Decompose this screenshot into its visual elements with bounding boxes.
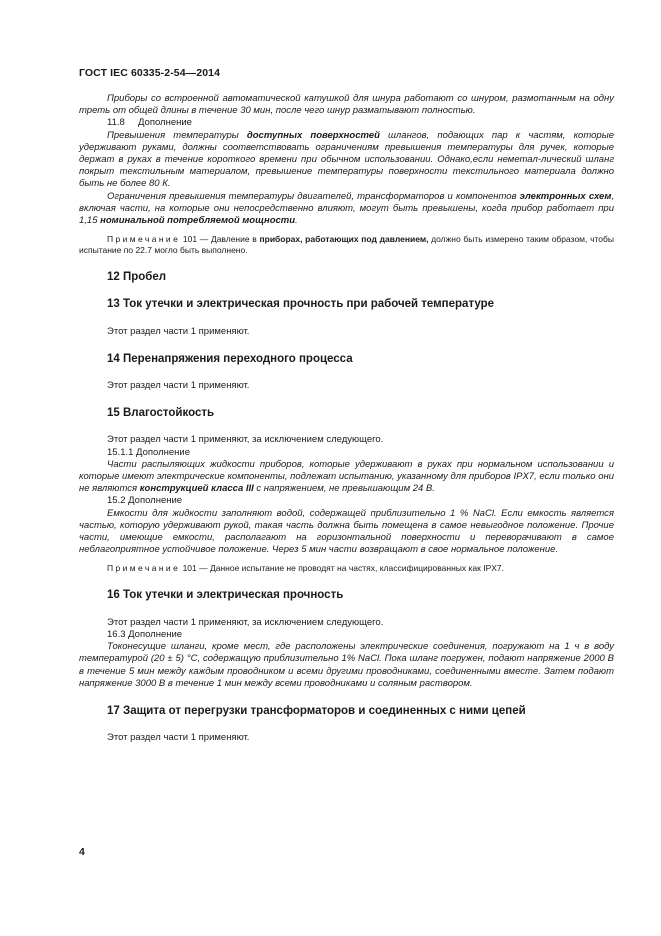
section-12-title: 12 Пробел: [107, 271, 167, 284]
text-run: шлангов, подающих пар к частям, которые удерживают руками, должны соответствовать ограничениям превышения температуры для ручек, которые держат в руках в течение короткого времени при обычном использовании. Однако,если неметал-лический шланг покрыт текстильным материалом, превышение температуры поверхности текстильного материала должно быть не более 80 К.: [79, 129, 614, 190]
section-16-text: Этот раздел части 1 применяют, за исключением следующего.: [107, 616, 384, 628]
text-run: .: [295, 215, 298, 227]
section-17-title: 17 Защита от перегрузки трансформаторов и соединенных с ними цепей: [107, 704, 526, 717]
clause-15-1-1-heading: 15.1.1 Дополнение: [107, 446, 191, 458]
section-14-text: Этот раздел части 1 применяют.: [107, 380, 250, 392]
text-run: должно быть измерено таким образом, чтобы испытание по 22.7 могло быть выполнено.: [79, 234, 614, 256]
note-label: Примечание: [107, 563, 181, 574]
note-101-pressure: [79, 234, 614, 256]
intro-paragraph-2: [79, 130, 614, 191]
section-15-title: 15 Влагостойкость: [107, 407, 215, 420]
text-run: Части распыляющих жидкости приборов, которые удерживают в руках при нормальном использовании и которые имеют электрические компоненты, подлежат испытанию, указанному для приборов IPX7, если только они не являются: [79, 458, 614, 495]
intro-paragraph-3: [79, 191, 614, 228]
defined-term: приборах, работающих под давлением,: [259, 234, 429, 245]
defined-term: доступных поверхностей: [246, 129, 380, 141]
text-run: , включая части, на которые они непосредственно влияют, могут быть превышены, когда прибор работает при 1,15: [79, 190, 614, 227]
clause-15-1-1-text: [79, 459, 614, 496]
section-17-text: Этот раздел части 1 применяют.: [107, 732, 250, 744]
section-14-title: 14 Перенапряжения переходного процесса: [107, 352, 353, 365]
section-13-text: Этот раздел части 1 применяют.: [107, 325, 250, 337]
page-number: 4: [79, 846, 85, 858]
defined-term: конструкцией класса III: [139, 483, 254, 495]
clause-15-2-text: Емкости для жидкости заполняют водой, содержащей приблизительно 1 % NaCl. Если емкость является частью, которую удерживают рукой, такая часть должна быть помещена в самое невыгодное положение. Прочие части, имеющие емкости, располагают на горизонтальной поверхности и переворачивают в самое неблагоприятное устойчивое положение. Через 5 мин части возвращают в свое нормальное положение.: [79, 507, 614, 556]
text-run: Ограничения превышения температуры двигателей, трансформаторов и компонентов: [107, 190, 520, 202]
intro-paragraph-1: Приборы со встроенной автоматической катушкой для шнура работают со шнуром, размотанным на одну треть от общей длины в течение 30 мин, после чего шнур разматывают полностью.: [79, 93, 614, 117]
document-body: [79, 93, 614, 744]
clause-15-2-heading: 15.2 Дополнение: [107, 495, 183, 507]
text-run: 101 — Давление в: [180, 234, 260, 245]
clause-number: 11.8: [107, 117, 125, 129]
note-label: Примечание: [107, 234, 181, 245]
clause-label: Дополнение: [138, 117, 192, 129]
note-101-ipx7: [79, 563, 614, 574]
clause-11-8-heading: [79, 117, 614, 129]
defined-term: номинальной потребляемой мощности: [100, 215, 296, 227]
text-run: с напряжением, не превышающим 24 В.: [253, 483, 435, 495]
text-run: 101 — Данное испытание не проводят на частях, классифицированных как IPX7.: [180, 563, 505, 574]
section-13-title: 13 Ток утечки и электрическая прочность при рабочей температуре: [107, 298, 495, 311]
section-15-text: Этот раздел части 1 применяют, за исключением следующего.: [107, 434, 384, 446]
clause-16-3-text: Токонесущие шланги, кроме мест, где расположены электрические соединения, погружают на 1 ч в воду температурой (20 ± 5) °С, содержащую приблизительно 1% NaCl. Пока шланг погружен, подают напряжение 2000 В в течение 5 мин между каждым проводником и всеми другими проводниками, соединенными вместе. Затем подают напряжение 3000 В в течение 1 мин между всеми проводниками и соляным раствором.: [79, 641, 614, 689]
defined-term: электронных схем: [519, 190, 612, 202]
text-run: Превышения температуры: [107, 129, 247, 141]
section-16-title: 16 Ток утечки и электрическая прочность: [107, 589, 344, 602]
clause-16-3-heading: 16.3 Дополнение: [107, 628, 183, 640]
document-header: ГОСТ IEC 60335-2-54—2014: [79, 67, 221, 79]
